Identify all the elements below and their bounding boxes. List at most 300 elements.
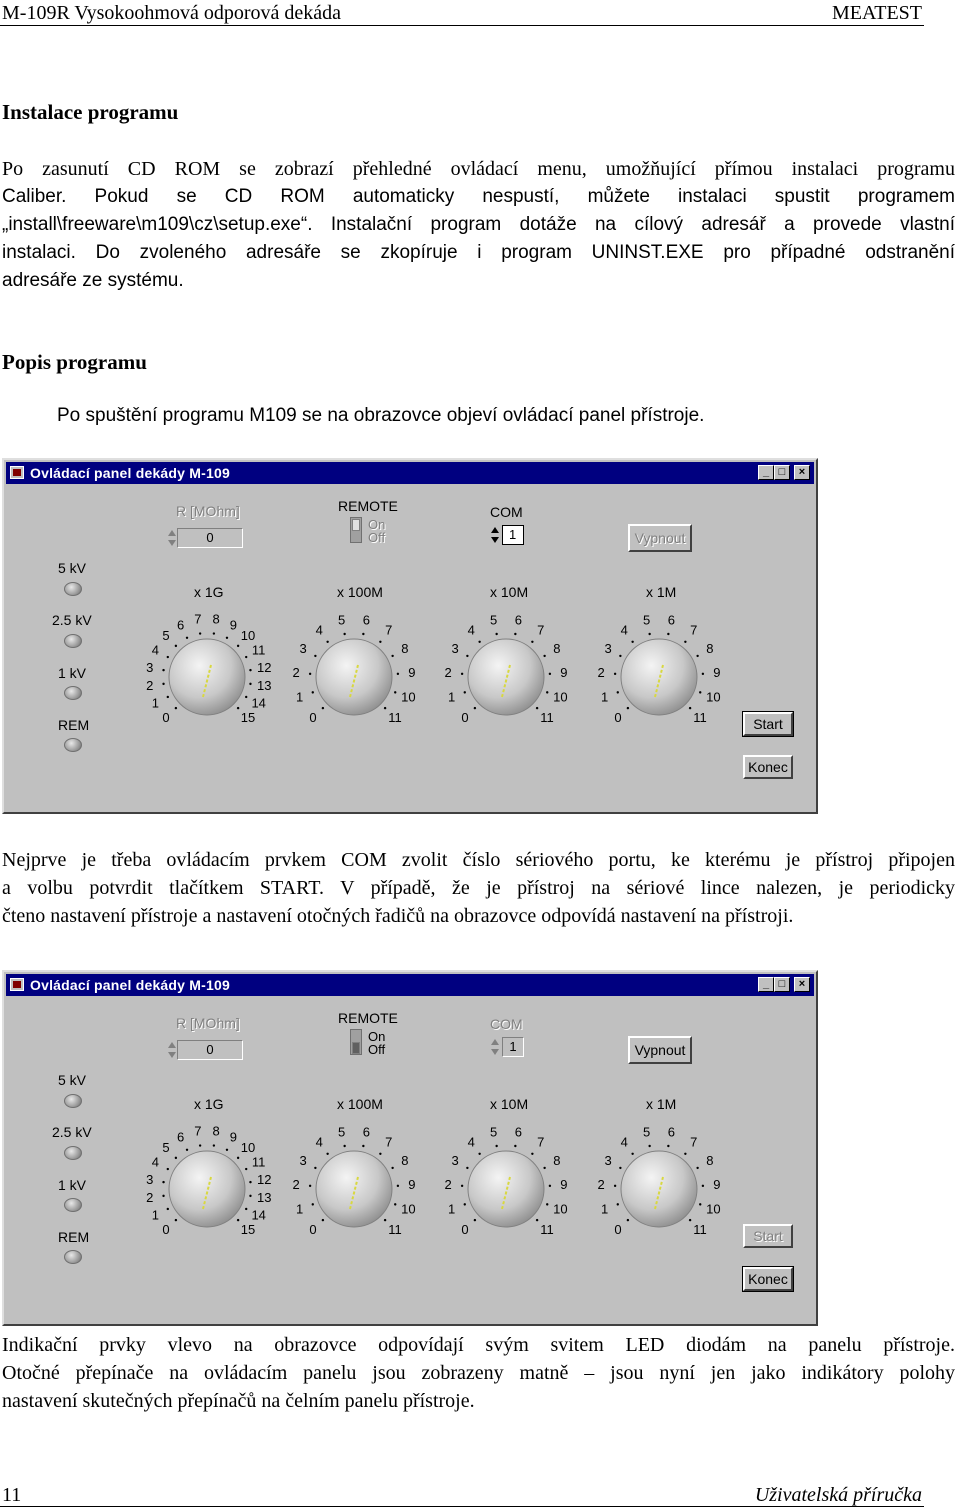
led-label-1kv: 1 kV — [58, 1177, 87, 1193]
dial-tick-label: 11 — [251, 642, 266, 658]
dial-label-100m: x 100M — [337, 584, 383, 600]
dial-tick-mark — [466, 1167, 468, 1169]
dial-tick-mark — [699, 691, 701, 693]
dial-tick-mark — [614, 1185, 616, 1187]
remote-off-label: Off — [368, 530, 386, 545]
dial-tick-mark — [167, 1208, 169, 1210]
dial-tick-label: 15 — [240, 1222, 256, 1238]
led-rem — [64, 1250, 82, 1264]
maximize-button[interactable]: □ — [774, 977, 790, 992]
dial-tick-label: 2 — [292, 1176, 300, 1192]
dial-tick-mark — [619, 1167, 621, 1169]
dial-tick-mark — [531, 641, 533, 643]
remote-toggle[interactable] — [350, 517, 362, 543]
led-rem — [64, 738, 82, 752]
dial-tick-mark — [478, 1153, 480, 1155]
dial-tick-mark — [237, 1219, 239, 1221]
header-rule — [0, 25, 924, 26]
paragraph-line: Caliber. Pokud se CD ROM automaticky nespustí, můžete instalaci spustit programem — [2, 186, 955, 207]
com-spinner[interactable] — [490, 525, 499, 545]
dial-tick-label: 6 — [177, 1129, 185, 1145]
dial-x100m[interactable] — [274, 1119, 434, 1259]
dial-tick-label: 9 — [408, 1176, 416, 1192]
dial-tick-label: 8 — [706, 1153, 714, 1169]
dial-tick-mark — [237, 1157, 239, 1159]
dial-tick-label: 2 — [444, 664, 452, 680]
section-heading-description: Popis programu — [2, 350, 147, 374]
header-title: M-109R Vysokoohmová odporová dekáda — [2, 2, 342, 24]
dial-tick-label: 9 — [560, 664, 568, 680]
dial-tick-label: 2 — [146, 1190, 154, 1206]
dial-tick-label: 6 — [362, 612, 370, 628]
dial-tick-mark — [461, 673, 463, 675]
dial-x1g[interactable] — [127, 607, 287, 747]
dial-tick-mark — [167, 696, 169, 698]
dial-tick-label: 1 — [296, 689, 304, 705]
dial-tick-label: 1 — [448, 1201, 456, 1217]
dial-label-100m: x 100M — [337, 1096, 383, 1112]
dial-tick-mark — [213, 632, 215, 634]
dial-tick-label: 5 — [643, 1124, 651, 1140]
title-bar — [6, 974, 814, 996]
led-label-1kv: 1 kV — [58, 665, 87, 681]
dial-tick-mark — [495, 1145, 497, 1147]
dial-tick-mark — [619, 655, 621, 657]
konec-button[interactable]: Konec — [743, 755, 793, 779]
dial-tick-label: 5 — [162, 1139, 170, 1155]
dial-tick-label: 3 — [451, 641, 459, 657]
dial-tick-label: 6 — [177, 617, 185, 633]
com-paragraph — [2, 846, 955, 930]
dial-tick-mark — [648, 633, 650, 635]
paragraph-line: instalaci. Do zvoleného adresáře se zkopíruje i program UNINST.EXE pro případné odstranění — [2, 242, 955, 263]
dial-x10m[interactable] — [426, 1119, 586, 1259]
dial-tick-mark — [391, 655, 393, 657]
dial-tick-label: 8 — [553, 641, 561, 657]
page-number: 11 — [2, 1484, 22, 1506]
dial-tick-label: 8 — [401, 1153, 409, 1169]
dial-tick-mark — [379, 641, 381, 643]
vypnout-button[interactable]: Vypnout — [628, 1036, 692, 1064]
dial-tick-label: 10 — [553, 1201, 568, 1217]
footer-title: Uživatelská příručka — [754, 1484, 922, 1506]
dial-tick-label: 6 — [362, 1124, 370, 1140]
page-footer — [2, 1484, 922, 1508]
dial-tick-mark — [245, 656, 247, 658]
dial-tick-mark — [627, 707, 629, 709]
control-panel-window-1 — [2, 458, 818, 814]
dial-label-1g: x 1G — [194, 1096, 224, 1112]
window-title: Ovládací panel dekády M-109 — [30, 465, 230, 481]
dial-tick-label: 2 — [597, 664, 605, 680]
com-value-field[interactable]: 1 — [502, 1037, 524, 1057]
dial-tick-mark — [245, 1168, 247, 1170]
dial-tick-label: 8 — [212, 1123, 220, 1139]
dial-tick-label: 11 — [540, 1222, 554, 1238]
dial-tick-label: 10 — [401, 689, 416, 705]
remote-on-label: On — [368, 517, 386, 532]
dial-tick-label: 0 — [614, 1222, 622, 1238]
dial-tick-mark — [175, 707, 177, 709]
paragraph-line: „install\freeware\m109\cz\setup.exe“. Instalační program dotáže na cílový adresář a provede vlastní — [2, 214, 955, 235]
dial-tick-label: 2 — [444, 1176, 452, 1192]
dial-tick-mark — [162, 683, 164, 685]
dial-tick-label: 10 — [706, 689, 721, 705]
remote-toggle[interactable] — [350, 1029, 362, 1055]
dial-tick-label: 10 — [401, 1201, 416, 1217]
com-label: COM — [490, 504, 523, 520]
dial-tick-label: 1 — [601, 689, 609, 705]
vypnout-button[interactable]: Vypnout — [628, 524, 692, 552]
paragraph-line: Po zasunutí CD ROM se zobrazí přehledné ovládací menu, umožňující přímou instalaci programu — [2, 158, 955, 180]
section-heading-install: Instalace programu — [2, 100, 179, 124]
paragraph-line: Nejprve je třeba ovládacím prvkem COM zvolit číslo sériového portu, ke kterému je přístroj připojen — [2, 849, 955, 871]
dial-tick-label: 7 — [537, 622, 545, 638]
dial-tick-mark — [326, 641, 328, 643]
dial-tick-label: 11 — [693, 710, 707, 726]
dial-tick-mark — [702, 673, 704, 675]
dial-tick-label: 7 — [690, 1134, 698, 1150]
dial-tick-mark — [549, 673, 551, 675]
dial-tick-label: 5 — [490, 1124, 498, 1140]
dial-tick-label: 1 — [296, 1201, 304, 1217]
remote-label: REMOTE — [338, 498, 398, 514]
control-panel-window-2 — [2, 970, 818, 1326]
dial-tick-mark — [245, 1208, 247, 1210]
dial-tick-mark — [394, 1203, 396, 1205]
dial-tick-label: 11 — [251, 1154, 266, 1170]
dial-tick-label: 9 — [229, 1129, 237, 1145]
dial-label-1m: x 1M — [646, 1096, 677, 1112]
dial-tick-label: 12 — [257, 659, 272, 675]
led-5kv — [64, 582, 82, 596]
r-label: R [MOhm] — [176, 503, 240, 519]
dial-tick-label: 6 — [667, 1124, 675, 1140]
dial-tick-label: 3 — [604, 1153, 612, 1169]
dial-tick-label: 1 — [151, 1207, 159, 1223]
com-value-field[interactable]: 1 — [502, 525, 524, 545]
dial-x10m[interactable] — [426, 607, 586, 747]
dial-tick-mark — [226, 637, 228, 639]
dial-tick-mark — [689, 707, 691, 709]
dial-tick-mark — [549, 1185, 551, 1187]
dial-tick-mark — [391, 1167, 393, 1169]
com-spinner[interactable] — [490, 1037, 499, 1057]
dial-tick-label: 3 — [299, 641, 307, 657]
dial-tick-label: 8 — [553, 1153, 561, 1169]
app-icon — [10, 978, 24, 991]
dial-tick-mark — [543, 1167, 545, 1169]
dial-tick-label: 4 — [467, 1134, 475, 1150]
page-header — [2, 2, 922, 26]
dial-tick-label: 11 — [540, 710, 554, 726]
dial-tick-mark — [648, 1145, 650, 1147]
paragraph-line: Indikační prvky vlevo na obrazovce odpovídají svým svitem LED diodám na panelu přístroje. — [2, 1334, 955, 1356]
dial-tick-label: 5 — [338, 1124, 346, 1140]
dial-tick-label: 10 — [706, 1201, 721, 1217]
dial-tick-label: 13 — [257, 1190, 272, 1206]
dial-tick-mark — [464, 691, 466, 693]
install-paragraph — [2, 155, 955, 295]
dial-tick-mark — [384, 1219, 386, 1221]
dial-tick-label: 2 — [597, 1176, 605, 1192]
paragraph-line: čteno nastavení přístroje a nastavení otočných řadičů na obrazovce odpovídá nastavení na přístroji. — [2, 905, 794, 927]
dial-tick-label: 14 — [251, 695, 266, 711]
dial-tick-mark — [699, 1203, 701, 1205]
dial-tick-label: 5 — [162, 627, 170, 643]
dial-tick-label: 5 — [490, 612, 498, 628]
dial-tick-mark — [696, 1167, 698, 1169]
header-brand: MEATEST — [832, 2, 922, 24]
led-1kv — [64, 1198, 82, 1212]
indicator-paragraph — [2, 1331, 955, 1415]
dial-tick-label: 6 — [514, 1124, 522, 1140]
dial-tick-label: 4 — [315, 1134, 323, 1150]
r-spinner[interactable] — [167, 528, 176, 548]
remote-off-label: Off — [368, 1042, 386, 1057]
dial-tick-label: 11 — [388, 1222, 402, 1238]
dial-tick-mark — [631, 641, 633, 643]
dial-label-1g: x 1G — [194, 584, 224, 600]
dial-tick-label: 11 — [388, 710, 402, 726]
paragraph-line: nastavení skutečných přepínačů na čelním panelu přístroje. — [2, 1390, 475, 1412]
dial-tick-mark — [322, 707, 324, 709]
dial-x1m[interactable] — [579, 1119, 739, 1259]
dial-tick-label: 3 — [604, 641, 612, 657]
dial-tick-mark — [379, 1153, 381, 1155]
dial-x100m[interactable] — [274, 607, 434, 747]
dial-tick-label: 0 — [309, 710, 317, 726]
dial-tick-mark — [397, 1185, 399, 1187]
dial-tick-label: 10 — [240, 627, 256, 643]
dial-tick-label: 9 — [560, 1176, 568, 1192]
dial-tick-mark — [397, 673, 399, 675]
dial-tick-mark — [461, 1185, 463, 1187]
dial-tick-label: 11 — [693, 1222, 707, 1238]
dial-tick-mark — [514, 633, 516, 635]
led-label-2-5kv: 2.5 kV — [52, 1124, 92, 1140]
dial-tick-mark — [322, 1219, 324, 1221]
dial-tick-label: 15 — [240, 710, 256, 726]
dial-tick-mark — [667, 1145, 669, 1147]
dial-tick-label: 0 — [461, 1222, 469, 1238]
dial-tick-mark — [631, 1153, 633, 1155]
dial-tick-mark — [536, 707, 538, 709]
led-2-5kv — [64, 634, 82, 648]
dial-tick-mark — [684, 641, 686, 643]
led-5kv — [64, 1094, 82, 1108]
dial-tick-mark — [384, 707, 386, 709]
dial-tick-label: 7 — [690, 622, 698, 638]
dial-tick-mark — [309, 1185, 311, 1187]
dial-tick-label: 10 — [553, 689, 568, 705]
dial-tick-label: 1 — [151, 695, 159, 711]
dial-tick-mark — [162, 669, 164, 671]
description-intro: Po spuštění programu M109 se na obrazovce objeví ovládací panel přístroje. — [57, 405, 705, 426]
dial-tick-label: 1 — [601, 1201, 609, 1217]
window-title: Ovládací panel dekády M-109 — [30, 977, 230, 993]
app-icon — [10, 466, 24, 479]
dial-tick-mark — [702, 1185, 704, 1187]
led-label-5kv: 5 kV — [58, 1072, 87, 1088]
dial-tick-label: 3 — [146, 1171, 154, 1187]
dial-tick-mark — [312, 691, 314, 693]
dial-tick-mark — [199, 632, 201, 634]
dial-tick-label: 7 — [385, 1134, 393, 1150]
dial-tick-label: 4 — [620, 622, 628, 638]
konec-button[interactable]: Konec — [743, 1267, 793, 1291]
title-bar — [6, 462, 814, 484]
dial-tick-mark — [696, 655, 698, 657]
dial-tick-label: 8 — [706, 641, 714, 657]
dial-tick-mark — [186, 637, 188, 639]
dial-tick-label: 0 — [309, 1222, 317, 1238]
remote-on-label: On — [368, 1029, 386, 1044]
dial-tick-mark — [667, 633, 669, 635]
dial-tick-label: 4 — [620, 1134, 628, 1150]
dial-tick-mark — [466, 655, 468, 657]
dial-tick-mark — [249, 1181, 251, 1183]
r-value-field[interactable]: 0 — [177, 528, 243, 548]
dial-tick-label: 9 — [408, 664, 416, 680]
dial-label-10m: x 10M — [490, 584, 529, 600]
dial-tick-mark — [309, 673, 311, 675]
dial-tick-mark — [326, 1153, 328, 1155]
dial-tick-mark — [167, 1168, 169, 1170]
dial-tick-mark — [245, 696, 247, 698]
dial-tick-mark — [684, 1153, 686, 1155]
dial-tick-label: 8 — [212, 611, 220, 627]
dial-tick-mark — [394, 691, 396, 693]
dial-tick-mark — [474, 707, 476, 709]
dial-tick-label: 1 — [448, 689, 456, 705]
dial-tick-mark — [175, 1157, 177, 1159]
dial-tick-mark — [474, 1219, 476, 1221]
dial-x1m[interactable] — [579, 607, 739, 747]
dial-tick-mark — [343, 1145, 345, 1147]
start-button[interactable]: Start — [743, 1224, 793, 1248]
dial-tick-mark — [314, 655, 316, 657]
dial-tick-label: 10 — [240, 1139, 256, 1155]
dial-tick-mark — [162, 1195, 164, 1197]
dial-tick-label: 5 — [643, 612, 651, 628]
dial-tick-label: 7 — [194, 611, 202, 627]
dial-tick-mark — [162, 1181, 164, 1183]
dial-tick-mark — [249, 669, 251, 671]
paragraph-line: adresáře ze systému. — [2, 270, 184, 291]
dial-tick-label: 6 — [667, 612, 675, 628]
close-button[interactable]: × — [794, 977, 810, 992]
dial-tick-mark — [478, 641, 480, 643]
dial-tick-label: 4 — [467, 622, 475, 638]
led-label-rem: REM — [58, 717, 90, 733]
r-value-field[interactable]: 0 — [177, 1040, 243, 1060]
dial-tick-mark — [627, 1219, 629, 1221]
dial-tick-mark — [314, 1167, 316, 1169]
dial-tick-label: 0 — [461, 710, 469, 726]
led-2-5kv — [64, 1146, 82, 1160]
dial-tick-mark — [531, 1153, 533, 1155]
dial-tick-mark — [543, 655, 545, 657]
dial-tick-mark — [249, 683, 251, 685]
dial-tick-label: 4 — [151, 642, 159, 658]
dial-tick-label: 3 — [146, 659, 154, 675]
dial-tick-label: 7 — [194, 1123, 202, 1139]
dial-tick-label: 4 — [315, 622, 323, 638]
dial-tick-label: 12 — [257, 1171, 272, 1187]
dial-tick-label: 13 — [257, 678, 272, 694]
r-label: R [MOhm] — [176, 1015, 240, 1031]
minimize-button[interactable]: _ — [758, 977, 774, 992]
dial-tick-mark — [213, 1144, 215, 1146]
led-label-5kv: 5 kV — [58, 560, 87, 576]
dial-tick-label: 7 — [385, 622, 393, 638]
dial-tick-label: 4 — [151, 1154, 159, 1170]
start-button[interactable]: Start — [743, 712, 793, 736]
dial-tick-mark — [226, 1149, 228, 1151]
dial-tick-mark — [617, 1203, 619, 1205]
dial-tick-label: 0 — [162, 1222, 170, 1238]
dial-tick-mark — [536, 1219, 538, 1221]
dial-tick-mark — [495, 633, 497, 635]
led-label-rem: REM — [58, 1229, 90, 1245]
led-1kv — [64, 686, 82, 700]
paragraph-line: Otočné přepínače na ovládacím panelu jsou zobrazeny matně – jsou nyní jen jako indikátory polohy — [2, 1362, 955, 1384]
close-button[interactable]: × — [794, 465, 810, 480]
dial-label-10m: x 10M — [490, 1096, 529, 1112]
dial-tick-label: 0 — [162, 710, 170, 726]
paragraph-line: a volbu potvrdit tlačítkem START. V případě, že je přístroj na sériové lince nalezen, je periodicky — [2, 877, 955, 899]
dial-label-1m: x 1M — [646, 584, 677, 600]
r-spinner[interactable] — [167, 1040, 176, 1060]
dial-tick-label: 3 — [451, 1153, 459, 1169]
dial-tick-mark — [362, 1145, 364, 1147]
dial-tick-mark — [199, 1144, 201, 1146]
dial-tick-mark — [186, 1149, 188, 1151]
dial-tick-mark — [175, 645, 177, 647]
led-label-2-5kv: 2.5 kV — [52, 612, 92, 628]
dial-tick-label: 14 — [251, 1207, 266, 1223]
dial-tick-label: 9 — [713, 1176, 721, 1192]
minimize-button[interactable]: _ — [758, 465, 774, 480]
dial-tick-mark — [689, 1219, 691, 1221]
dial-tick-mark — [237, 645, 239, 647]
remote-label: REMOTE — [338, 1010, 398, 1026]
dial-tick-mark — [237, 707, 239, 709]
dial-tick-label: 9 — [713, 664, 721, 680]
dial-tick-label: 2 — [292, 664, 300, 680]
footer-rule — [0, 1506, 924, 1507]
dial-tick-mark — [514, 1145, 516, 1147]
dial-tick-label: 9 — [229, 617, 237, 633]
dial-tick-label: 3 — [299, 1153, 307, 1169]
dial-tick-label: 8 — [401, 641, 409, 657]
dial-tick-label: 6 — [514, 612, 522, 628]
dial-tick-label: 2 — [146, 678, 154, 694]
dial-x1g[interactable] — [127, 1119, 287, 1259]
dial-tick-label: 5 — [338, 612, 346, 628]
maximize-button[interactable]: □ — [774, 465, 790, 480]
dial-tick-label: 0 — [614, 710, 622, 726]
dial-tick-mark — [362, 633, 364, 635]
dial-tick-mark — [546, 1203, 548, 1205]
dial-tick-mark — [343, 633, 345, 635]
dial-tick-mark — [614, 673, 616, 675]
dial-tick-mark — [464, 1203, 466, 1205]
dial-tick-mark — [617, 691, 619, 693]
dial-tick-mark — [546, 691, 548, 693]
dial-tick-mark — [175, 1219, 177, 1221]
